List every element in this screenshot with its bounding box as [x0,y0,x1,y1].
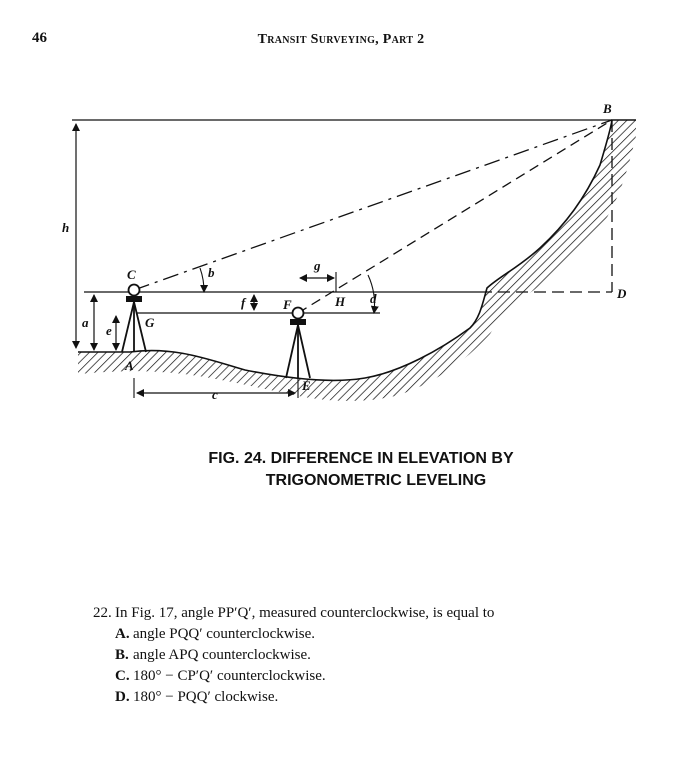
label-E: E [302,378,311,393]
instrument-C [122,285,146,353]
label-H: H [335,294,346,309]
question-number: 22. [93,605,112,621]
label-A: A [125,358,134,373]
question-stem [93,603,663,624]
choice-text: 180° − CP′Q′ counterclockwise. [133,668,326,684]
instrument-F [286,308,310,379]
label-B: B [603,101,612,116]
choice-b [93,645,663,666]
choice-d [93,687,663,708]
page-number: 46 [32,30,47,46]
ground-hatching [78,120,636,401]
figure-caption-line-2: TRIGONOMETRIC LEVELING [265,472,487,489]
label-b: b [208,265,215,280]
label-a: a [82,315,89,330]
label-G: G [145,315,155,330]
choice-c [93,666,663,687]
angle-arc-b [200,268,204,292]
label-d: d [370,291,377,306]
label-C: C [127,267,136,282]
label-g: g [314,258,321,273]
choice-letter: B. [115,647,129,663]
choice-text: angle APQ counterclockwise. [133,647,311,663]
choice-text: angle PQQ′ counterclockwise. [133,626,315,642]
label-D: D [617,286,627,301]
running-head: Transit Surveying, Part 2 [257,32,425,47]
figure-caption-line-1: FIG. 24. DIFFERENCE IN ELEVATION BY [208,450,514,467]
choice-letter: A. [115,626,130,642]
choice-letter: D. [115,689,130,705]
label-c: c [212,387,218,402]
question-22 [93,603,663,708]
label-F: F [283,297,292,312]
label-f: f [241,295,246,310]
choice-a [93,624,663,645]
label-h: h [62,220,70,235]
choice-text: 180° − PQQ′ clockwise. [133,689,279,705]
choice-letter: C. [115,668,130,684]
sight-line-FB [298,120,612,313]
question-text: In Fig. 17, angle PP′Q′, measured counterclockwise, is equal to [115,605,495,621]
label-e: e [106,323,112,338]
